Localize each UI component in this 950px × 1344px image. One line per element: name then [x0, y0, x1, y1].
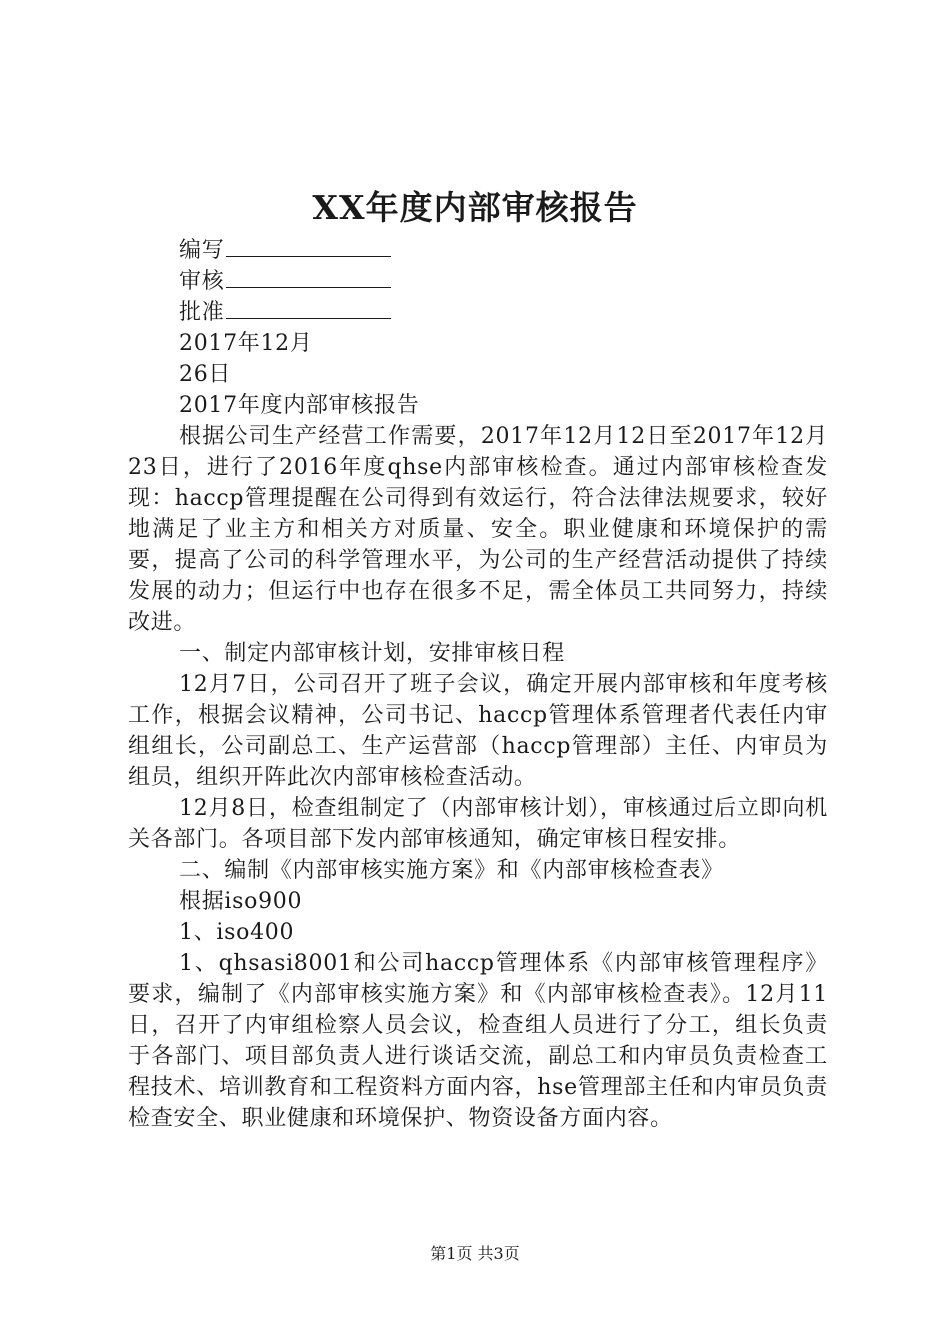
paragraph-basis: 根据iso900	[179, 889, 303, 914]
page-footer: 第1页 共3页	[430, 1244, 520, 1263]
sign-field-review	[128, 266, 828, 297]
signature-blank-line	[226, 236, 391, 257]
sign-field-compile	[128, 235, 828, 266]
paragraph-meeting: 12月7日，公司召开了班子会议，确定开展内部审核和年度考核工作，根据会议精神，公司书记、haccp管理体系管理者代表任内审组组长，公司副总工、生产运营部（haccp管理部）主任、内审员为组员，组织开阵此次内部审核检查活动。	[128, 672, 828, 790]
paragraph-program: 1、qhsasi8001和公司haccp管理体系《内部审核管理程序》要求，编制了《内部审核实施方案》和《内部审核检查表》。12月11日，召开了内审组检察人员会议，检查组人员进行了分工，组长负责于各部门、项目部负责人进行谈话交流，副总工和内审员负责检查工程技术、培训教育和工程资料方面内容，hse管理部主任和内审员负责检查安全、职业健康和环境保护、物资设备方面内容。	[128, 951, 828, 1131]
document-date-line2: 26日	[179, 362, 232, 387]
sign-field-label: 批准	[179, 300, 225, 325]
paragraph-iso400: 1、iso400	[179, 920, 295, 945]
document-subtitle: 2017年度内部审核报告	[179, 393, 420, 418]
section-heading-2: 二、编制《内部审核实施方案》和《内部审核检查表》	[179, 858, 724, 883]
sign-field-approve	[128, 297, 828, 328]
paragraph-plan: 12月8日，检查组制定了（内部审核计划），审核通过后立即向机关各部门。各项目部下发内部审核通知，确定审核日程安排。	[128, 796, 828, 852]
section-heading-1: 一、制定内部审核计划，安排审核日程	[179, 641, 565, 666]
document-date-line1: 2017年12月	[179, 331, 313, 356]
document-body	[128, 235, 828, 1134]
sign-field-label: 编写	[179, 238, 225, 263]
document-title: XX年度内部审核报告	[312, 188, 638, 227]
signature-blank-line	[226, 267, 391, 288]
signature-blank-line	[226, 298, 391, 319]
paragraph-intro: 根据公司生产经营工作需要，2017年12月12日至2017年12月23日，进行了2016年度qhse内部审核检查。通过内部审核检查发现：haccp管理提醒在公司得到有效运行，符合法律法规要求，较好地满足了业主方和相关方对质量、安全。职业健康和环境保护的需要，提高了公司的科学管理水平，为公司的生产经营活动提供了持续发展的动力；但运行中也存在很多不足，需全体员工共同努力，持续改进。	[128, 424, 828, 635]
sign-field-label: 审核	[179, 269, 225, 294]
